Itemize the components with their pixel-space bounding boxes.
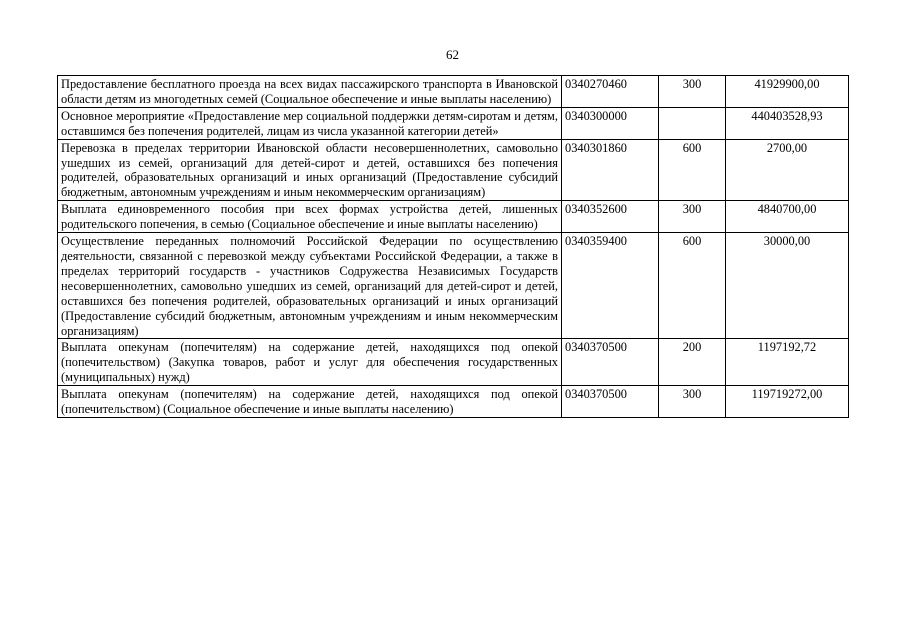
budget-table [57, 75, 849, 418]
row-amount: 1197192,72 [726, 339, 849, 386]
row-expense-type: 600 [659, 233, 726, 339]
row-target-code: 0340270460 [562, 76, 659, 108]
table-row [58, 107, 849, 139]
table-row [58, 339, 849, 386]
row-description: Выплата опекунам (попечителям) на содержание детей, находящихся под опекой (попечительством) (Социальное обеспечение и иные выплаты населению) [58, 386, 562, 418]
row-target-code: 0340370500 [562, 339, 659, 386]
row-description: Перевозка в пределах территории Ивановской области несовершеннолетних, самовольно ушедших из семей, организаций для детей-сирот и детей, оставшихся без попечения родителей, образовательных организаций и иных организаций (Предоставление субсидий бюджетным, автономным учреждениям и иным некоммерческим организациям) [58, 139, 562, 201]
row-target-code: 0340359400 [562, 233, 659, 339]
row-amount: 119719272,00 [726, 386, 849, 418]
row-amount: 2700,00 [726, 139, 849, 201]
row-expense-type: 300 [659, 76, 726, 108]
row-description: Осуществление переданных полномочий Российской Федерации по осуществлению деятельности, связанной с перевозкой между субъектами Российской Федерации, а также в пределах территорий государств - участников Содружества Независимых Государств несовершеннолетних, самовольно ушедших из семей, организаций для детей-сирот и детей, оставшихся без попечения родителей, образовательных организаций и иных организаций (Предоставление субсидий бюджетным, автономным учреждениям и иным некоммерческим организациям) [58, 233, 562, 339]
row-amount: 4840700,00 [726, 201, 849, 233]
table-row [58, 233, 849, 339]
row-amount: 41929900,00 [726, 76, 849, 108]
row-target-code: 0340300000 [562, 107, 659, 139]
row-expense-type: 200 [659, 339, 726, 386]
row-description: Выплата единовременного пособия при всех формах устройства детей, лишенных родительского попечения, в семью (Социальное обеспечение и иные выплаты населению) [58, 201, 562, 233]
table-row [58, 76, 849, 108]
row-description: Предоставление бесплатного проезда на всех видах пассажирского транспорта в Ивановской области детям из многодетных семей (Социальное обеспечение и иные выплаты населению) [58, 76, 562, 108]
row-description: Основное мероприятие «Предоставление мер социальной поддержки детям-сиротам и детям, оставшимся без попечения родителей, лицам из числа указанной категории детей» [58, 107, 562, 139]
table-row [58, 139, 849, 201]
row-target-code: 0340370500 [562, 386, 659, 418]
row-target-code: 0340352600 [562, 201, 659, 233]
row-expense-type: 300 [659, 386, 726, 418]
row-amount: 440403528,93 [726, 107, 849, 139]
row-expense-type: 600 [659, 139, 726, 201]
table-row [58, 386, 849, 418]
row-amount: 30000,00 [726, 233, 849, 339]
row-expense-type [659, 107, 726, 139]
table-row [58, 201, 849, 233]
row-target-code: 0340301860 [562, 139, 659, 201]
row-description: Выплата опекунам (попечителям) на содержание детей, находящихся под опекой (попечительством) (Закупка товаров, работ и услуг для обеспечения государственных (муниципальных) нужд) [58, 339, 562, 386]
page-number: 62 [446, 47, 459, 62]
row-expense-type: 300 [659, 201, 726, 233]
